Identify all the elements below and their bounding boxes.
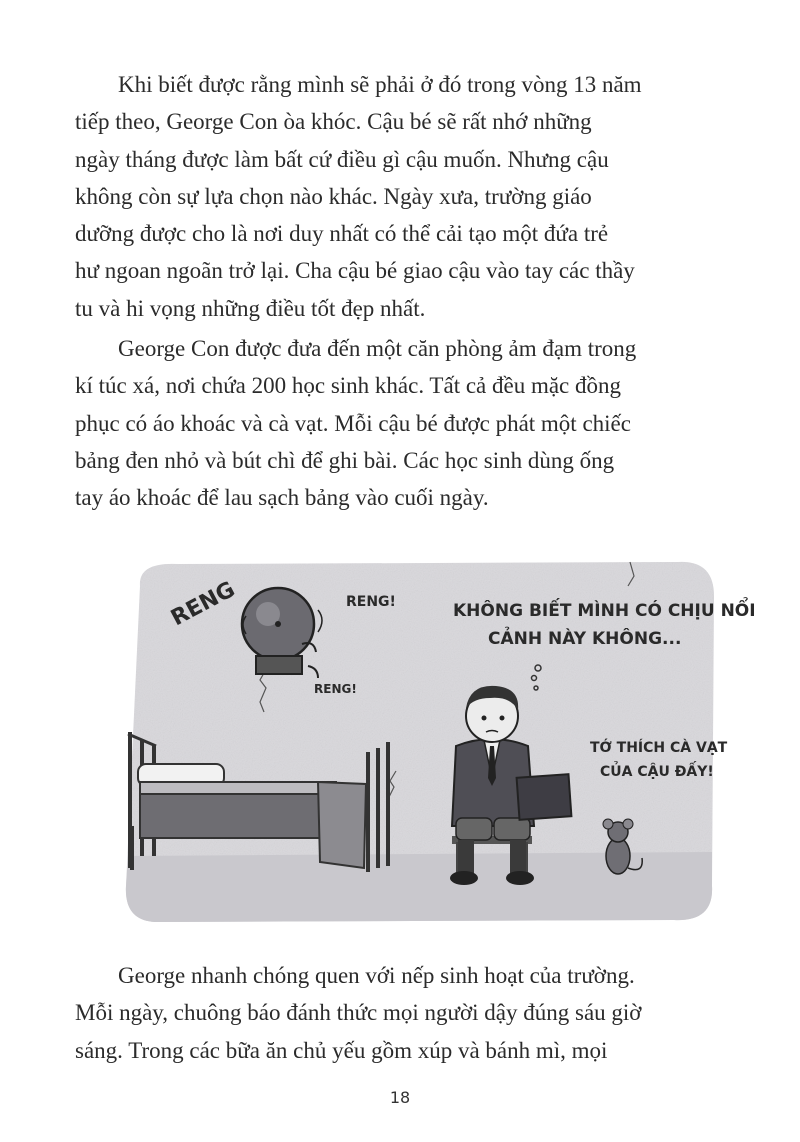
text-line: kí túc xá, nơi chứa 200 học sinh khác. Tất cả đều mặc đồng xyxy=(75,373,622,399)
sfx-2: RENG! xyxy=(314,682,357,696)
sfx-large: RENG xyxy=(167,577,240,632)
thought-line-1: KHÔNG BIẾT MÌNH CÓ CHỊU NỔI xyxy=(453,601,756,621)
text-line: George Con được đưa đến một căn phòng ảm đạm trong xyxy=(118,336,637,361)
paragraph-3 xyxy=(75,957,718,1069)
mouse-speech-line-2: CỦA CẬU ĐẤY! xyxy=(600,764,714,780)
text-line: tiếp theo, George Con òa khóc. Cậu bé sẽ rất nhớ những xyxy=(75,109,592,135)
text-line: Khi biết được rằng mình sẽ phải ở đó trong vòng 13 năm xyxy=(118,72,642,97)
text-line: tay áo khoác để lau sạch bảng vào cuối ngày. xyxy=(75,485,489,511)
text-line: Mỗi ngày, chuông báo đánh thức mọi người dậy đúng sáu giờ xyxy=(75,1000,642,1026)
thought-line-2: CẢNH NÀY KHÔNG... xyxy=(488,629,682,649)
text-line: sáng. Trong các bữa ăn chủ yếu gồm xúp và bánh mì, mọi xyxy=(75,1037,608,1063)
mouse-speech-line-1: TỚ THÍCH CÀ VẠT xyxy=(590,740,728,756)
slate-board xyxy=(517,774,572,820)
text-line: tu và hi vọng những điều tốt đẹp nhất. xyxy=(75,295,426,321)
text-line: bảng đen nhỏ và bút chì để ghi bài. Các học sinh dùng ống xyxy=(75,447,615,473)
dormitory-illustration xyxy=(118,556,756,926)
sfx-1: RENG! xyxy=(346,594,396,610)
text-line: không còn sự lựa chọn nào khác. Ngày xưa, trường giáo xyxy=(75,183,592,209)
text-line: dưỡng được cho là nơi duy nhất có thể cải tạo một đứa trẻ xyxy=(75,221,609,247)
text-line: phục có áo khoác và cà vạt. Mỗi cậu bé được phát một chiếc xyxy=(75,410,631,436)
page-number: 18 xyxy=(389,1088,411,1107)
text-line: George nhanh chóng quen với nếp sinh hoạt của trường. xyxy=(118,963,635,988)
text-line: ngày tháng được làm bất cứ điều gì cậu muốn. Nhưng cậu xyxy=(75,146,609,172)
paragraph-2 xyxy=(75,330,718,516)
paragraph-1 xyxy=(75,66,718,327)
text-line: hư ngoan ngoãn trở lại. Cha cậu bé giao cậu vào tay các thầy xyxy=(75,258,635,284)
